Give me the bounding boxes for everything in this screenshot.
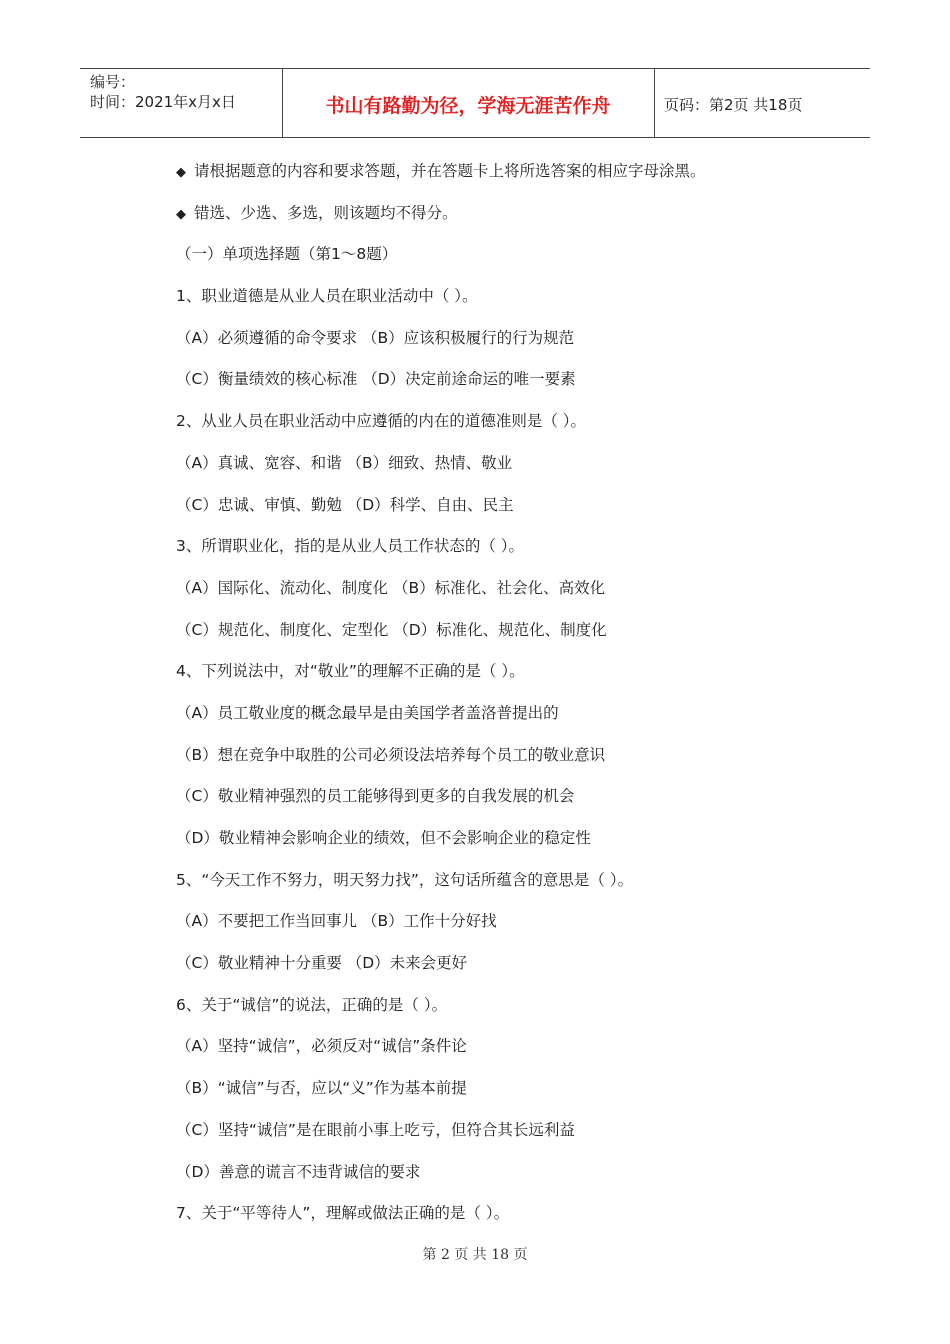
question-line: 4、下列说法中，对“敬业”的理解不正确的是（ ）。 [176,662,525,681]
instruction-text: 错选、少选、多选，则该题均不得分。 [194,203,458,222]
section-title: （一）单项选择题（第1～8题） [176,245,398,264]
option-line: （B）“诚信”与否，应以“义”作为基本前提 [176,1079,467,1098]
header-motto-cell [282,69,655,137]
option-line: （A）坚持“诚信”，必须反对“诚信”条件论 [176,1037,467,1056]
option-line: （C）衡量绩效的核心标准 （D）决定前途命运的唯一要素 [176,370,576,389]
question-line: 2、从业人员在职业活动中应遵循的内在的道德准则是（ ）。 [176,412,587,431]
diamond-bullet-icon: ◆ [176,165,186,180]
question-line: 5、“今天工作不努力，明天努力找”，这句话所蕴含的意思是（ ）。 [176,870,634,889]
instruction-line [176,200,796,242]
option-line: （A）真诚、宽容、和谐 （B）细致、热情、敬业 [176,453,513,472]
instruction-text: 请根据题意的内容和要求答题，并在答题卡上将所选答案的相应字母涂黑。 [194,162,706,180]
option-line: （C）敬业精神十分重要 （D）未来会更好 [176,954,468,973]
question-line: 1、职业道德是从业人员在职业活动中（ ）。 [176,287,478,306]
header-page-cell [654,69,870,137]
option-line: （C）忠诚、审慎、勤勉 （D）科学、自由、民主 [176,495,514,514]
option-line: （C）坚持“诚信”是在眼前小事上吃亏，但符合其长远利益 [176,1120,575,1139]
motto: 书山有路勤为径，学海无涯苦作舟 [325,95,611,117]
page-header [80,68,870,138]
option-line: （D）善意的谎言不违背诚信的要求 [176,1162,421,1181]
time-label: 时间：2021年x月x日 [90,93,236,111]
question-line: 3、所谓职业化，指的是从业人员工作状态的（ ）。 [176,537,525,556]
header-info-cell [80,69,283,137]
page-footer: 第 2 页 共 18 页 [422,1247,528,1263]
diamond-bullet-icon: ◆ [176,206,186,222]
number-label: 编号： [90,73,136,91]
page-number-label: 页码：第2页 共18页 [664,96,803,114]
option-line: （D）敬业精神会影响企业的绩效，但不会影响企业的稳定性 [176,829,591,847]
document-body [176,158,796,1242]
option-line: （A）不要把工作当回事儿 （B）工作十分好找 [176,912,497,931]
question-line: 6、关于“诚信”的说法，正确的是（ ）。 [176,995,448,1014]
option-line: （A）国际化、流动化、制度化 （B）标准化、社会化、高效化 [176,578,606,597]
instruction-line [176,158,796,200]
option-line: （A）员工敬业度的概念最早是由美国学者盖洛普提出的 [176,703,559,722]
option-line: （C）规范化、制度化、定型化 （D）标准化、规范化、制度化 [176,620,607,639]
option-line: （B）想在竞争中取胜的公司必须设法培养每个员工的敬业意识 [176,745,606,764]
option-line: （C）敬业精神强烈的员工能够得到更多的自我发展的机会 [176,787,575,806]
question-line: 7、关于“平等待人”，理解或做法正确的是（ ）。 [176,1204,510,1223]
option-line: （A）必须遵循的命令要求 （B）应该积极履行的行为规范 [176,328,575,347]
